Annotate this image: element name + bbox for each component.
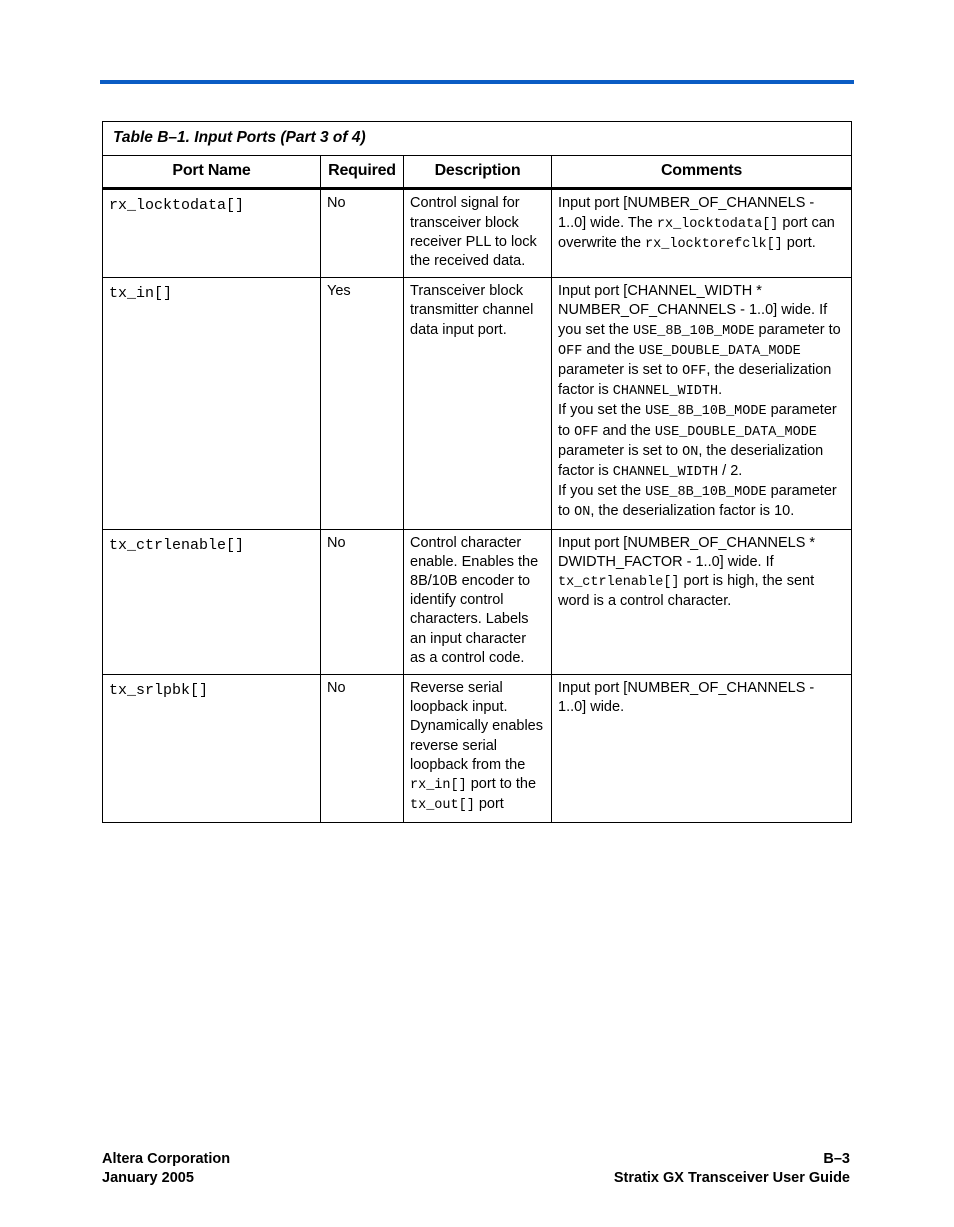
port-name-cell: tx_ctrlenable[]: [103, 529, 321, 674]
footer-left: [102, 1150, 230, 1188]
comments-cell: [552, 278, 852, 529]
header-comments: Comments: [552, 156, 852, 189]
text-fragment: port can overwrite the: [558, 214, 835, 251]
description-cell: [404, 675, 552, 822]
required-cell: No: [321, 529, 404, 674]
table-row: [103, 189, 852, 278]
text-fragment: port to the: [466, 776, 537, 793]
text-fragment: parameter to: [558, 483, 837, 520]
text-fragment: Control signal for transceiver block receiver PLL to lock the received data.: [410, 195, 537, 270]
text-fragment: / 2.: [718, 463, 743, 480]
code-fragment: OFF: [558, 343, 583, 359]
code-fragment: OFF: [574, 424, 599, 440]
code-fragment: USE_8B_10B_MODE: [645, 404, 767, 420]
text-fragment: port: [474, 796, 504, 813]
code-fragment: tx_ctrlenable[]: [558, 575, 680, 591]
text-fragment: Transceiver block transmitter channel data input port.: [410, 283, 534, 338]
text-fragment: If you set the: [558, 483, 646, 500]
description-cell: [404, 278, 552, 529]
code-fragment: CHANNEL_WIDTH: [612, 384, 719, 400]
required-cell: No: [321, 675, 404, 822]
text-fragment: parameter is set to: [558, 362, 683, 379]
text-fragment: port is high, the sent word is a control character.: [558, 573, 815, 610]
header-required: Required: [321, 156, 404, 189]
required-cell: No: [321, 189, 404, 278]
code-fragment: ON: [574, 505, 591, 521]
text-fragment: Reverse serial loopback input. Dynamically enables reverse serial loopback from the: [410, 680, 543, 773]
text-fragment: parameter to: [558, 402, 837, 439]
code-fragment: CHANNEL_WIDTH: [612, 465, 719, 481]
footer-company: Altera Corporation: [102, 1151, 231, 1167]
text-fragment: .: [718, 382, 723, 399]
table-row: [103, 529, 852, 674]
code-fragment: rx_locktorefclk[]: [645, 236, 783, 252]
text-fragment: , the deserialization factor is 10.: [590, 503, 795, 520]
text-fragment: , the deserialization factor is: [558, 362, 832, 399]
input-ports-table: [102, 121, 852, 823]
code-fragment: OFF: [682, 364, 707, 380]
table-row: [103, 278, 852, 529]
comments-cell: [552, 529, 852, 674]
text-fragment: If you set the: [558, 402, 646, 419]
code-fragment: USE_8B_10B_MODE: [645, 485, 767, 501]
text-fragment: , the deserialization factor is: [558, 442, 824, 480]
description-cell: [404, 189, 552, 278]
text-fragment: Input port [NUMBER_OF_CHANNELS - 1..0] wide. The: [558, 195, 815, 231]
text-fragment: and the: [598, 422, 655, 439]
text-fragment: Input port [NUMBER_OF_CHANNELS * DWIDTH_FACTOR - 1..0] wide. If: [558, 534, 816, 570]
footer-right: [614, 1150, 850, 1188]
code-fragment: USE_DOUBLE_DATA_MODE: [654, 424, 817, 440]
required-cell: Yes: [321, 278, 404, 529]
header-port-name: Port Name: [103, 156, 321, 189]
comments-cell: [552, 189, 852, 278]
code-fragment: USE_DOUBLE_DATA_MODE: [638, 343, 801, 359]
code-fragment: tx_out[]: [410, 798, 475, 814]
footer-page-number: B–3: [823, 1151, 850, 1167]
code-fragment: rx_locktodata[]: [656, 216, 779, 232]
code-fragment: ON: [682, 444, 699, 460]
text-fragment: parameter is set to: [558, 442, 683, 459]
port-name-cell: tx_srlpbk[]: [103, 675, 321, 822]
text-fragment: parameter to: [754, 321, 841, 338]
code-fragment: rx_in[]: [410, 778, 467, 794]
top-rule: [100, 80, 854, 84]
table-row: [103, 675, 852, 822]
header-description: Description: [404, 156, 552, 189]
table-caption: Table B–1. Input Ports (Part 3 of 4): [103, 122, 852, 156]
port-name-cell: rx_locktodata[]: [103, 189, 321, 278]
text-fragment: Input port [NUMBER_OF_CHANNELS - 1..0] wide.: [558, 680, 815, 716]
text-fragment: port.: [782, 234, 816, 251]
footer-date: January 2005: [102, 1170, 194, 1186]
footer-doc-title: Stratix GX Transceiver User Guide: [613, 1170, 850, 1186]
port-name-cell: tx_in[]: [103, 278, 321, 529]
text-fragment: Input port [CHANNEL_WIDTH * NUMBER_OF_CHANNELS - 1..0] wide. If you set the: [558, 283, 828, 338]
comments-cell: [552, 675, 852, 822]
text-fragment: and the: [582, 341, 639, 358]
description-cell: [404, 529, 552, 674]
text-fragment: Control character enable. Enables the 8B/10B encoder to identify control characters. Labels an input character as a control code.: [410, 534, 539, 666]
code-fragment: USE_8B_10B_MODE: [632, 323, 755, 339]
